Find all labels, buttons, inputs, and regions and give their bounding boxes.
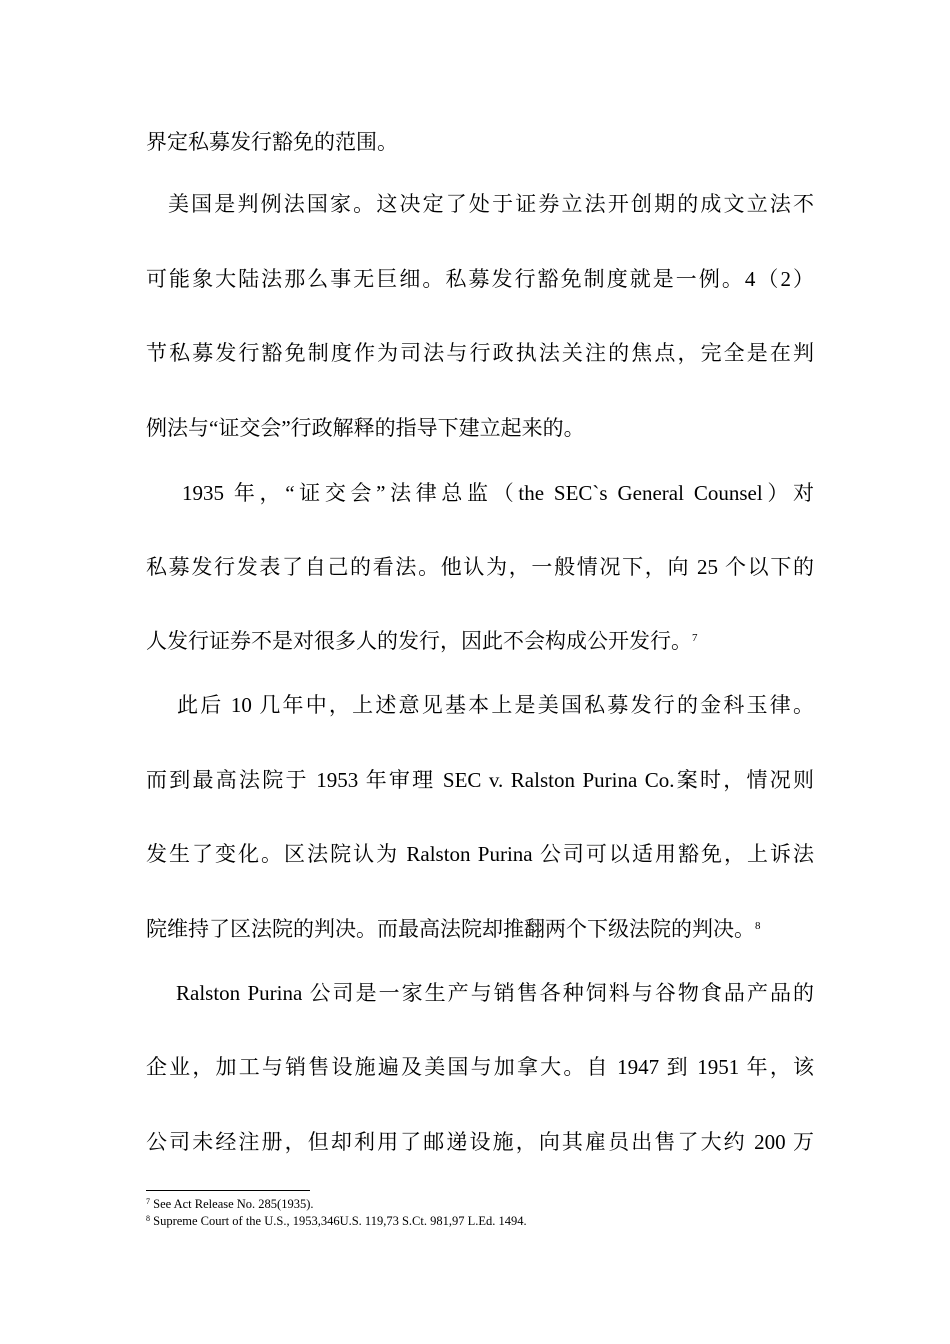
body-line-13: Ralston Purina 公司是一家生产与销售各种饲料与谷物食品产品的	[176, 981, 814, 1005]
body-line-12-text: 院维持了区法院的判决。而最高法院却推翻两个下级法院的判决。	[146, 917, 755, 941]
body-line-9: 此后 10 几年中，上述意见基本上是美国私募发行的金科玉律。	[177, 693, 814, 717]
body-line-10: 而到最高法院于 1953 年审理 SEC v. Ralston Purina Co.案时，情况则	[146, 768, 814, 792]
footnote-ref-7[interactable]: 7	[692, 632, 698, 644]
body-line-15: 公司未经注册，但却利用了邮递设施，向其雇员出售了大约 200 万	[146, 1130, 814, 1154]
body-line-3: 可能象大陆法那么事无巨细。私募发行豁免制度就是一例。4（2）	[146, 267, 814, 291]
body-line-8	[146, 627, 814, 655]
body-line-1: 界定私募发行豁免的范围。	[146, 130, 398, 154]
body-line-6: 1935 年，“证交会”法律总监（the SEC`s General Counsel）对	[182, 481, 814, 505]
body-line-14: 企业，加工与销售设施遍及美国与加拿大。自 1947 到 1951 年，该	[146, 1055, 814, 1079]
body-line-2: 美国是判例法国家。这决定了处于证券立法开创期的成文立法不	[168, 192, 814, 216]
footnote-8-marker: 8	[146, 1214, 150, 1223]
body-line-7: 私募发行发表了自己的看法。他认为，一般情况下，向 25 个以下的	[146, 555, 814, 579]
body-line-12	[146, 915, 814, 943]
body-line-5: 例法与“证交会”行政解释的指导下建立起来的。	[146, 416, 585, 440]
body-line-8-text: 人发行证券不是对很多人的发行，因此不会构成公开发行。	[146, 629, 692, 653]
footnote-7	[146, 1196, 314, 1212]
footnote-separator	[146, 1190, 310, 1191]
body-line-4: 节私募发行豁免制度作为司法与行政执法关注的焦点，完全是在判	[146, 341, 814, 365]
body-line-11: 发生了变化。区法院认为 Ralston Purina 公司可以适用豁免，上诉法	[146, 842, 814, 866]
footnote-8	[146, 1213, 527, 1229]
footnote-7-marker: 7	[146, 1197, 150, 1206]
footnote-8-text: Supreme Court of the U.S., 1953,346U.S. 119,73 S.Ct. 981,97 L.Ed. 1494.	[153, 1214, 527, 1228]
footnote-ref-8[interactable]: 8	[755, 920, 761, 932]
footnote-7-text: See Act Release No. 285(1935).	[153, 1197, 314, 1211]
